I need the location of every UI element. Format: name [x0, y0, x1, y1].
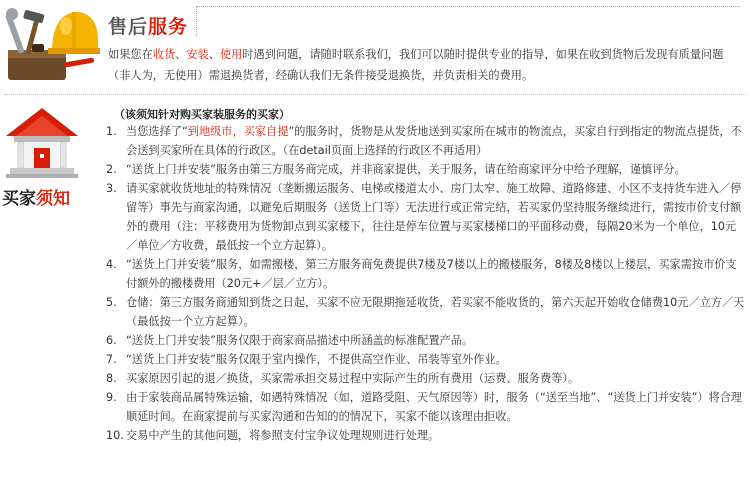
rule-item: 1. 当您选择了“到地级市，买家自提”的服务时，货物是从发货地送到买家所在城市的物流点，买家自行到指定的物流点提货，不会送到买家所在具体的行政区。（在detail页面上选择的行政区不再适用） — [106, 125, 742, 157]
section-divider — [4, 94, 746, 95]
title-plain: 售后 — [108, 16, 149, 38]
rule-item: 7. “送货上门并安装”服务仅限于室内操作，不提供高空作业、吊装等室外作业。 — [106, 353, 507, 366]
rule-item: 3. 请买家就收货地址的特殊情况（垄断搬运服务、电梯或楼道太小、房门太窄、施工故障、道路修建、小区不支持货车进入／停留等）事先与商家沟通，以避免后期服务（送货上门等）无法进行或正常完结，若买家仍坚持服务继续进行，需按市价支付额外的费用（注：平移费用为货物卸点到买家楼下，往往是停车位置与买家楼梯口的平面移动费，每隔20米为一个单位，10元／单位／方收费，最低按一个立方起算）。 — [106, 182, 742, 252]
after-sales-section — [0, 0, 750, 92]
highlight-use: 使用 — [219, 48, 243, 61]
buyer-notice-section — [0, 96, 750, 479]
buyer-notice-label: 买家须知 — [2, 189, 70, 209]
rules-list — [106, 122, 746, 445]
house-icon — [4, 106, 80, 178]
rule-item: 6. “送货上门并安装”服务仅限于商家商品描述中所涵盖的标准配置产品。 — [106, 334, 474, 347]
toolbox-hardhat-icon — [4, 4, 100, 86]
rule-item: 5. 仓储：第三方服务商通知到货之日起，买家不应无限期拖延收货，若买家不能收货的，第六天起开始收仓储费10元／立方／天（最低按一个立方起算）。 — [106, 296, 745, 328]
rule-item: 2. “送货上门并安装”服务由第三方服务商完成，并非商家提供，关于服务，请在给商家评分中给予理解，谨慎评分。 — [106, 163, 686, 176]
highlight-install: 安装 — [186, 48, 209, 61]
rule-item: 10. 交易中产生的其他问题，将参照支付宝争议处理规则进行处理。 — [106, 429, 440, 442]
title-red: 服务 — [148, 16, 189, 38]
rule-item: 4. “送货上门并安装”服务，如需搬楼，第三方服务商免费提供7楼及7楼以上的搬楼服务，8楼及8楼以上楼层，买家需按市价支付额外的搬楼费用（20元+／层／立方）。 — [106, 258, 737, 290]
rule-item: 8. 买家原因引起的退／换货，买家需承担交易过程中实际产生的所有费用（运费、服务费等）。 — [106, 372, 580, 385]
notice-heading: （该须知针对购买家装服务的买家） — [114, 108, 290, 121]
title-dotted-frame — [196, 6, 740, 36]
rule-item: 9. 由于家装商品属特殊运输，如遇特殊情况（如，道路受阻、天气原因等）时，服务（“送至当地”、“送货上门并安装”）将合理顺延时间。在商家提前与买家沟通和告知的的情况下，买家不能以该理由拒收。 — [106, 391, 743, 423]
highlight-receive: 收货 — [152, 48, 176, 61]
after-sales-title — [108, 12, 188, 39]
highlight-self-pickup: 到地级市，买家自提 — [187, 125, 289, 138]
after-sales-text: 如果您在收货、安装、使用时遇到问题，请随时联系我们，我们可以随时提供专业的指导，如果在收到货物后发现有质量问题（非人为，无使用）需退换货者，经确认我们无条件接受退换货，并负责相关的费用。 — [108, 48, 724, 82]
